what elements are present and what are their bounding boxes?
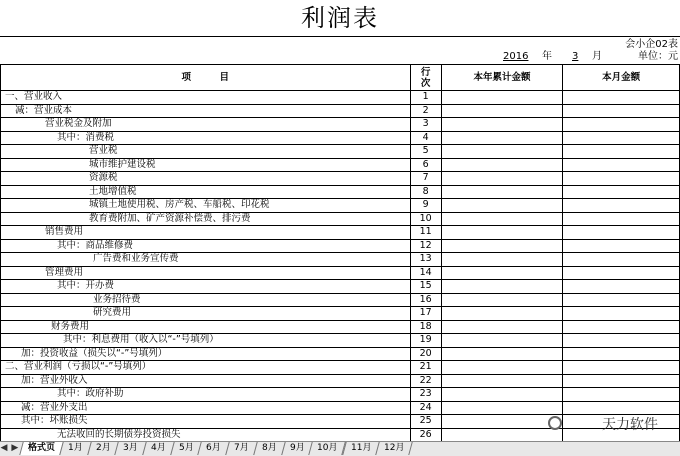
tab-label: 4月 [150, 443, 166, 453]
header-row-no [410, 65, 441, 91]
table-row [1, 428, 680, 441]
tab-label: 格式页 [27, 443, 55, 453]
row-number-cell[interactable]: 10 [410, 212, 441, 226]
table-row [1, 199, 680, 213]
row-number-cell[interactable]: 7 [410, 172, 441, 186]
table-row [1, 158, 680, 172]
month-amount-cell[interactable] [563, 104, 680, 118]
table-header [1, 65, 680, 91]
row-number-cell[interactable]: 4 [410, 131, 441, 145]
ytd-amount-cell[interactable] [441, 266, 562, 280]
ytd-amount-cell[interactable] [441, 131, 562, 145]
tab-label: 7月 [234, 443, 249, 453]
row-number-cell[interactable]: 26 [410, 428, 441, 441]
ytd-amount-cell[interactable] [441, 415, 562, 429]
month-amount-cell[interactable] [563, 212, 680, 226]
month-amount-cell[interactable] [563, 145, 680, 159]
table-row [1, 401, 680, 415]
ytd-amount-cell[interactable] [441, 212, 562, 226]
table-row [1, 388, 680, 402]
row-number-cell[interactable]: 22 [410, 374, 441, 388]
row-item-cell[interactable]: 减：营业外支出 [1, 401, 411, 415]
tab-month-11[interactable] [342, 442, 380, 455]
ytd-amount-cell[interactable] [441, 104, 562, 118]
ytd-amount-cell[interactable] [441, 239, 562, 253]
sheet-title: 利润表 [301, 4, 379, 32]
report-year [503, 51, 528, 63]
ytd-amount-cell[interactable] [441, 280, 562, 294]
header-month-amount: 本月金额 [563, 65, 680, 91]
row-item-cell[interactable]: 教育费附加、矿产资源补偿费、排污费 [1, 212, 411, 226]
row-item-cell[interactable]: 其中：利息费用（收入以“-”号填列） [1, 334, 411, 348]
table-row [1, 320, 680, 334]
ytd-amount-cell[interactable] [441, 145, 562, 159]
row-item-cell[interactable]: 财务费用 [1, 320, 411, 334]
month-amount-cell[interactable] [563, 199, 680, 213]
month-amount-cell[interactable] [563, 172, 680, 186]
sheet-tab-bar [0, 441, 680, 456]
report-year-label: 年 [542, 51, 552, 62]
ytd-amount-cell[interactable] [441, 347, 562, 361]
ytd-amount-cell[interactable] [441, 361, 562, 375]
header-ytd-amount: 本年累计金额 [441, 65, 562, 91]
wechat-icon [548, 416, 562, 430]
table-row [1, 307, 680, 321]
ytd-amount-cell[interactable] [441, 172, 562, 186]
row-item-cell[interactable]: 其中：消费税 [1, 131, 411, 145]
row-item-cell[interactable]: 城镇土地使用税、房产税、车船税、印花税 [1, 199, 411, 213]
table-row [1, 172, 680, 186]
row-item-cell[interactable]: 其中：政府补助 [1, 388, 411, 402]
month-amount-cell[interactable] [563, 118, 680, 132]
month-amount-cell[interactable] [563, 131, 680, 145]
row-item-cell[interactable]: 广告费和业务宣传费 [1, 253, 411, 267]
table-row [1, 226, 680, 240]
table-row [1, 361, 680, 375]
row-item-cell[interactable]: 加：营业外收入 [1, 374, 411, 388]
tab-label: 3月 [123, 443, 138, 453]
row-number-cell[interactable]: 12 [410, 239, 441, 253]
ytd-amount-cell[interactable] [441, 320, 562, 334]
row-number-cell[interactable]: 17 [410, 307, 441, 321]
table-row [1, 280, 680, 294]
row-number-cell[interactable]: 8 [410, 185, 441, 199]
row-number-cell[interactable]: 6 [410, 158, 441, 172]
table-row [1, 239, 680, 253]
ytd-amount-cell[interactable] [441, 199, 562, 213]
month-amount-cell[interactable] [563, 347, 680, 361]
header-item: 项 目 [1, 65, 411, 91]
month-amount-cell[interactable] [563, 253, 680, 267]
tab-format[interactable] [19, 442, 63, 455]
ytd-amount-cell[interactable] [441, 185, 562, 199]
row-number-cell[interactable]: 5 [410, 145, 441, 159]
month-amount-cell[interactable] [563, 239, 680, 253]
header-row-no-text: 行 次 [420, 66, 431, 89]
month-amount-cell[interactable] [563, 185, 680, 199]
watermark: 天力软件 [602, 417, 658, 433]
row-number-cell[interactable]: 25 [410, 415, 441, 429]
tab-scroll-left-icon[interactable]: ◀ [0, 443, 8, 453]
table-row [1, 266, 680, 280]
row-number-cell[interactable]: 2 [410, 104, 441, 118]
row-item-cell[interactable]: 管理费用 [1, 266, 411, 280]
month-amount-cell[interactable] [563, 361, 680, 375]
month-amount-cell[interactable] [563, 401, 680, 415]
ytd-amount-cell[interactable] [441, 388, 562, 402]
month-amount-cell[interactable] [563, 226, 680, 240]
row-number-cell[interactable]: 3 [410, 118, 441, 132]
report-month [572, 51, 578, 63]
month-amount-cell[interactable] [563, 374, 680, 388]
row-number-cell[interactable]: 15 [410, 280, 441, 294]
month-amount-cell[interactable] [563, 266, 680, 280]
ytd-amount-cell[interactable] [441, 293, 562, 307]
row-number-cell[interactable]: 14 [410, 266, 441, 280]
row-item-cell[interactable]: 营业税金及附加 [1, 118, 411, 132]
table-row [1, 334, 680, 348]
row-item-cell[interactable]: 一、营业收入 [1, 91, 411, 105]
row-number-cell[interactable]: 13 [410, 253, 441, 267]
tab-label: 1月 [67, 443, 83, 453]
table-row [1, 347, 680, 361]
ytd-amount-cell[interactable] [441, 401, 562, 415]
table-row [1, 185, 680, 199]
row-item-cell[interactable]: 营业税 [1, 145, 411, 159]
table-row [1, 91, 680, 105]
ytd-amount-cell[interactable] [441, 428, 562, 441]
tab-month-10[interactable] [309, 442, 347, 455]
ytd-amount-cell[interactable] [441, 226, 562, 240]
sheet-tab-list [22, 443, 412, 453]
row-number-cell[interactable]: 19 [410, 334, 441, 348]
ytd-amount-cell[interactable] [441, 307, 562, 321]
ytd-amount-cell[interactable] [441, 158, 562, 172]
currency-unit: 单位：元 [638, 51, 678, 62]
row-item-cell[interactable]: 加：投资收益（损失以“-”号填列） [1, 347, 411, 361]
row-number-cell[interactable]: 24 [410, 401, 441, 415]
table-row [1, 293, 680, 307]
row-item-cell[interactable]: 其中：商品维修费 [1, 239, 411, 253]
row-item-cell[interactable]: 无法收回的长期债券投资损失 [1, 428, 411, 441]
row-item-cell[interactable]: 城市维护建设税 [1, 158, 411, 172]
row-item-cell[interactable]: 土地增值税 [1, 185, 411, 199]
title-divider [0, 36, 680, 37]
row-item-cell[interactable]: 研究费用 [1, 307, 411, 321]
ytd-amount-cell[interactable] [441, 91, 562, 105]
month-amount-cell[interactable] [563, 388, 680, 402]
table-row [1, 104, 680, 118]
tab-label: 9月 [289, 443, 305, 453]
ytd-amount-cell[interactable] [441, 253, 562, 267]
row-item-cell[interactable]: 销售费用 [1, 226, 411, 240]
month-amount-cell[interactable] [563, 334, 680, 348]
ytd-amount-cell[interactable] [441, 118, 562, 132]
row-item-cell[interactable]: 资源税 [1, 172, 411, 186]
table-row [1, 253, 680, 267]
tab-label: 5月 [178, 443, 194, 453]
table-row [1, 131, 680, 145]
row-item-cell[interactable]: 二、营业利润（亏损以“-”号填列） [1, 361, 411, 375]
form-code: 会小企02表 [625, 39, 678, 50]
tab-month-1[interactable] [59, 442, 91, 455]
row-number-cell[interactable]: 20 [410, 347, 441, 361]
tab-month-12[interactable] [376, 442, 414, 455]
table-row [1, 145, 680, 159]
tab-label: 2月 [95, 443, 111, 453]
row-number-cell[interactable]: 18 [410, 320, 441, 334]
row-item-cell[interactable]: 减：营业成本 [1, 104, 411, 118]
tab-label: 12月 [384, 443, 405, 453]
tab-label: 6月 [206, 443, 222, 453]
row-item-cell[interactable]: 其中：坏账损失 [1, 415, 411, 429]
row-number-cell[interactable]: 1 [410, 91, 441, 105]
row-number-cell[interactable]: 11 [410, 226, 441, 240]
report-month-label: 月 [592, 51, 602, 62]
table-row [1, 118, 680, 132]
row-item-cell[interactable]: 其中：开办费 [1, 280, 411, 294]
report-year-value: 2016 [503, 51, 529, 62]
ytd-amount-cell[interactable] [441, 334, 562, 348]
row-number-cell[interactable]: 9 [410, 199, 441, 213]
row-item-cell[interactable]: 业务招待费 [1, 293, 411, 307]
table-row [1, 415, 680, 429]
month-amount-cell[interactable] [563, 91, 680, 105]
table-row [1, 374, 680, 388]
report-month-value: 3 [572, 51, 579, 62]
month-amount-cell[interactable] [563, 320, 680, 334]
profit-table [0, 64, 680, 441]
row-number-cell[interactable]: 23 [410, 388, 441, 402]
tab-scroll-right-icon[interactable]: ▶ [11, 443, 19, 453]
ytd-amount-cell[interactable] [441, 374, 562, 388]
tab-label: 11月 [350, 443, 372, 453]
tab-label: 10月 [317, 443, 338, 453]
month-amount-cell[interactable] [563, 158, 680, 172]
row-number-cell[interactable]: 16 [410, 293, 441, 307]
row-number-cell[interactable]: 21 [410, 361, 441, 375]
tab-label: 8月 [261, 443, 277, 453]
month-amount-cell[interactable] [563, 280, 680, 294]
month-amount-cell[interactable] [563, 307, 680, 321]
month-amount-cell[interactable] [563, 293, 680, 307]
table-row [1, 212, 680, 226]
